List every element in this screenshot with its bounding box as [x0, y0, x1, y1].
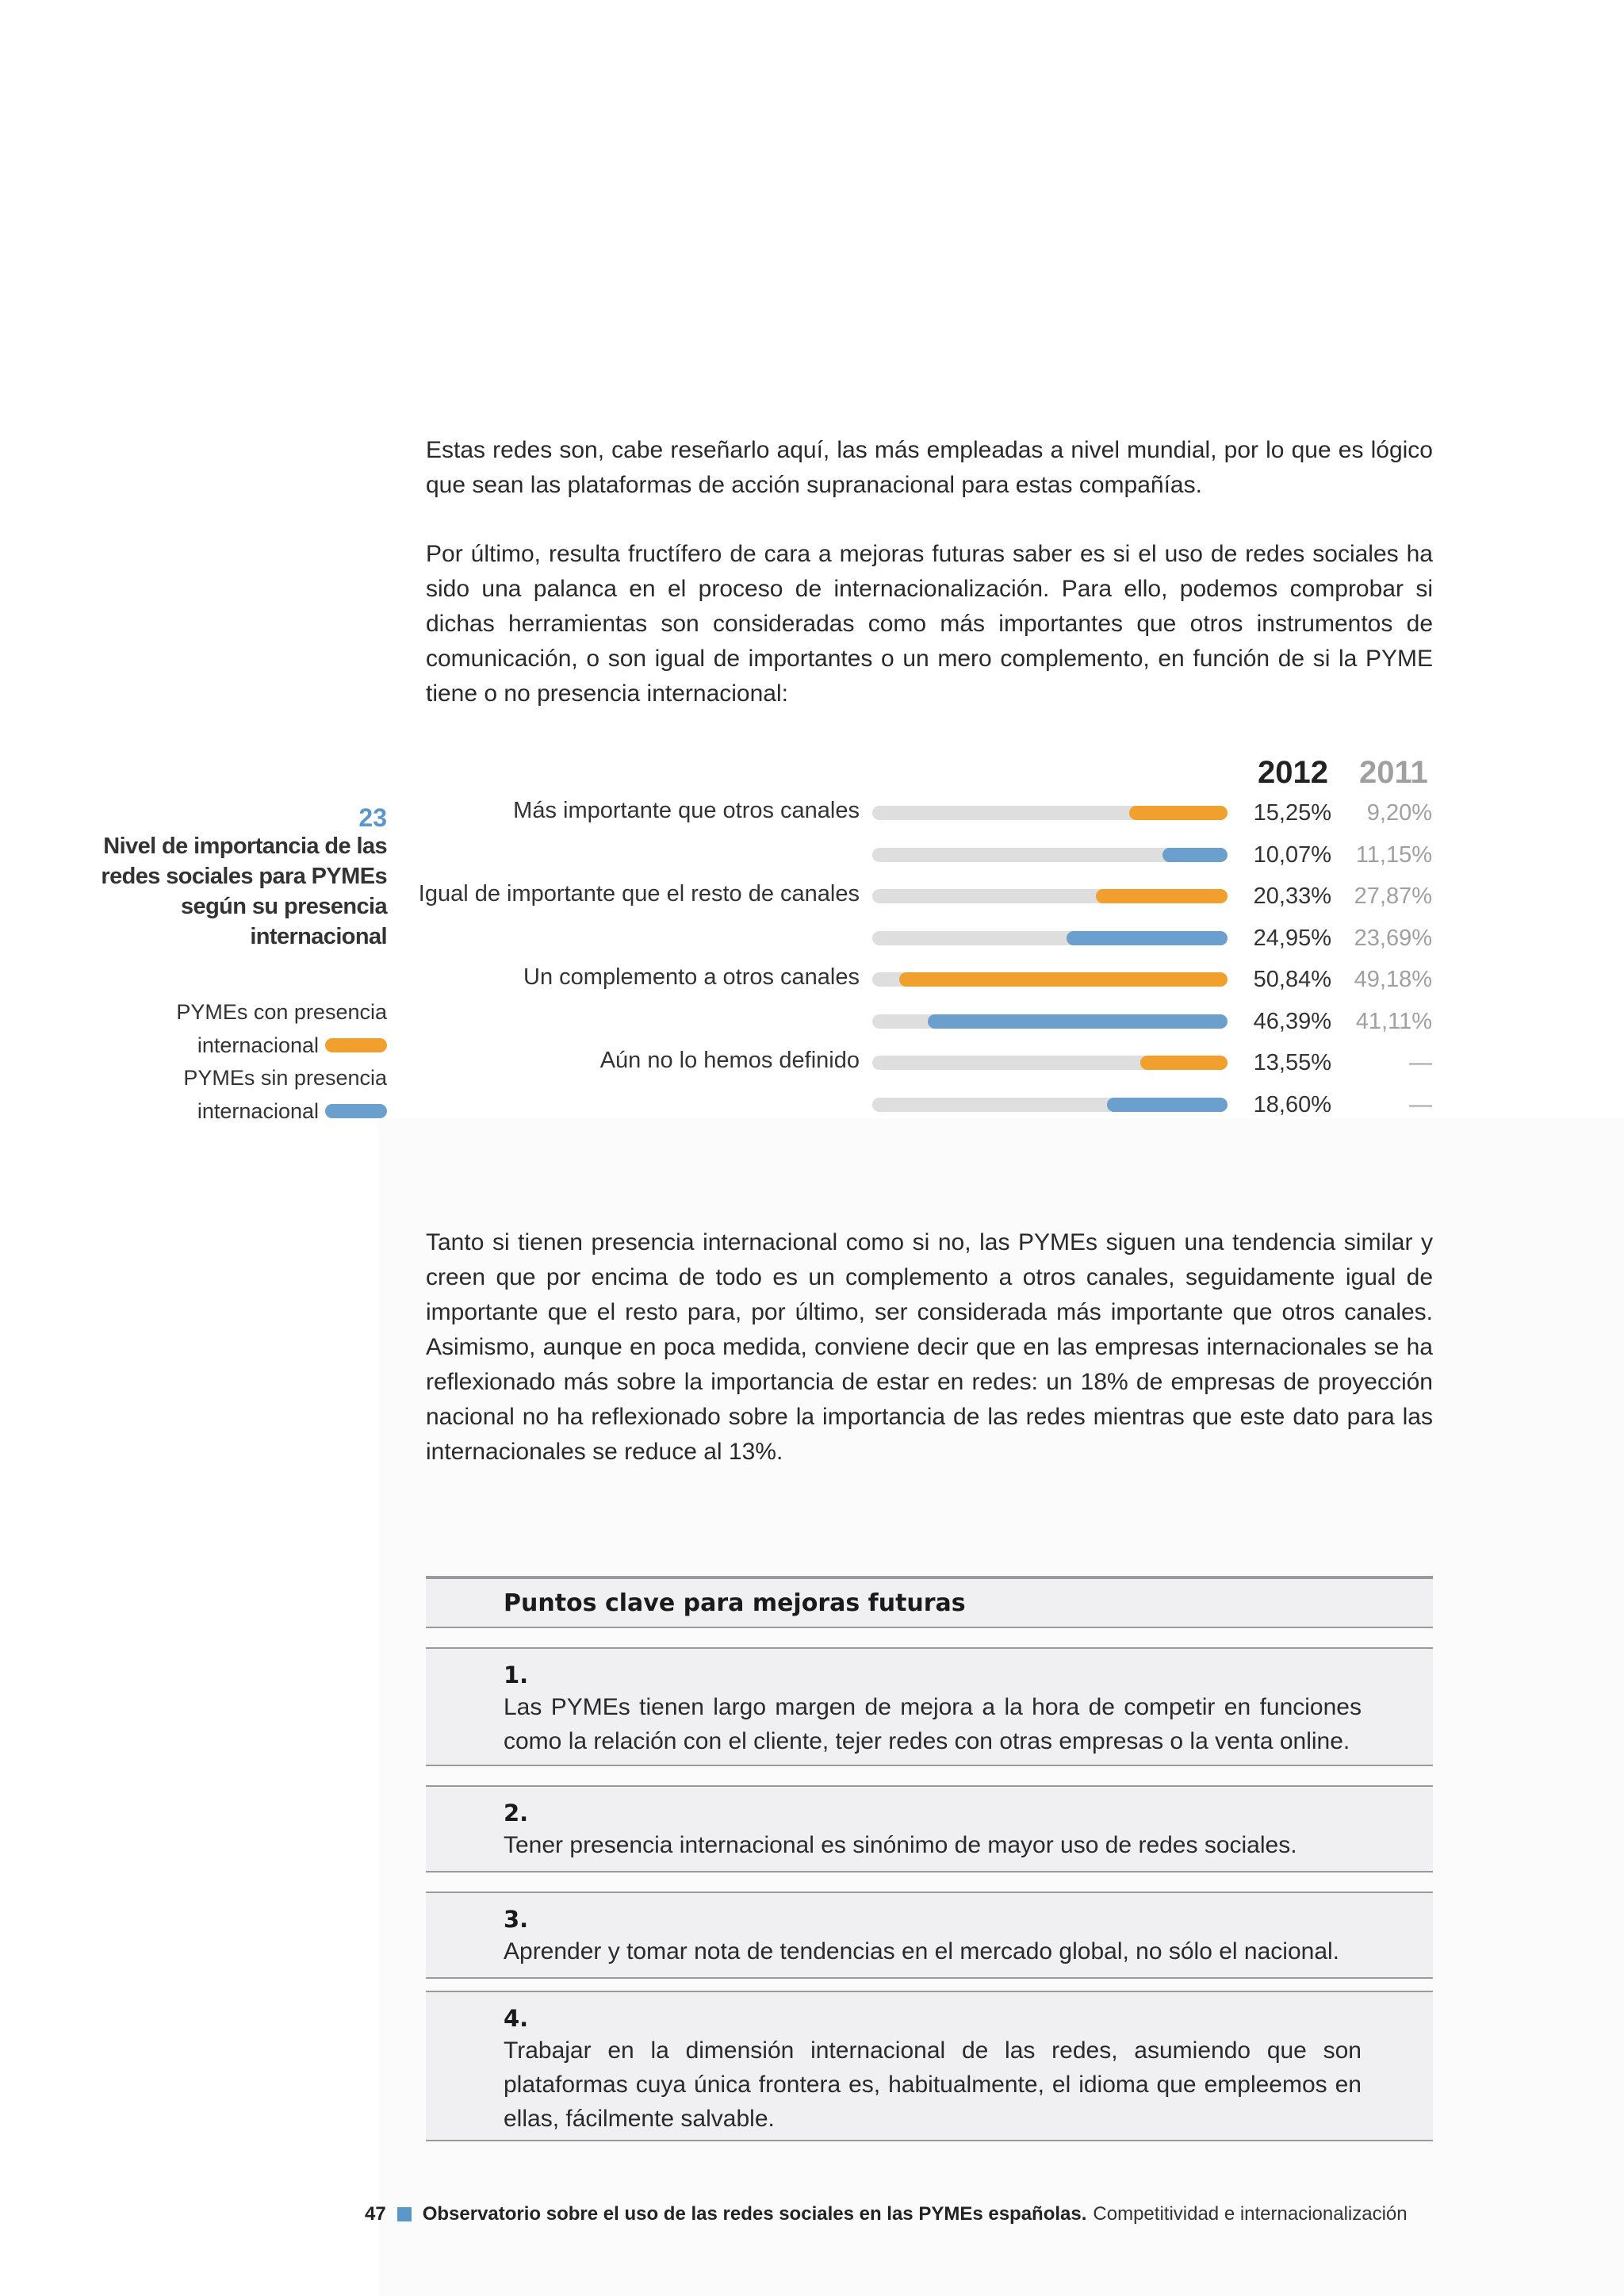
bar-track: [872, 1056, 1228, 1070]
category-label: Un complemento a otros canales: [523, 964, 860, 990]
bar: [928, 1014, 1228, 1029]
key-point-text: Las PYMEs tienen largo margen de mejora a la hora de competir en funciones como la relación con el cliente, tejer redes con otras empresas o la venta online.: [504, 1694, 1362, 1754]
key-point-text: Tener presencia internacional es sinónimo de mayor uso de redes sociales.: [504, 1832, 1297, 1858]
legend-label: PYMEs sin presencia: [183, 1066, 387, 1090]
value-label-2012: 13,55%: [1253, 1050, 1331, 1075]
value-label-2012: 24,95%: [1253, 925, 1331, 951]
legend-item-sin-presencia: [102, 1061, 387, 1128]
value-label-2012: 50,84%: [1253, 967, 1331, 992]
value-label-2011: 23,69%: [1354, 925, 1432, 951]
value-label-2012: 18,60%: [1253, 1091, 1331, 1117]
bar: [1129, 806, 1228, 820]
footer-square-icon: [397, 2207, 412, 2221]
key-point-number: 2.: [504, 1800, 529, 1826]
key-point-item: [426, 1892, 1433, 1979]
value-label-2011: 49,18%: [1354, 967, 1432, 992]
value-label-2012: 15,25%: [1253, 800, 1331, 826]
figure-title: Nivel de importancia de las redes sociales para PYMEs según su presencia internacional: [101, 834, 387, 949]
key-point-text: Trabajar en la dimensión internacional de las redes, asumiendo que son plataformas cuya única frontera es, habitualmente, el idioma que empleemos en ellas, fácilmente salvable.: [504, 2037, 1362, 2132]
bar-track: [872, 806, 1228, 820]
bar-track: [872, 848, 1228, 862]
value-label-2012: 10,07%: [1253, 841, 1331, 868]
legend-item-con-presencia: [102, 995, 387, 1062]
legend-label: PYMEs con presencia: [176, 1000, 387, 1024]
category-label: Igual de importante que el resto de canales: [418, 881, 860, 907]
key-points-box: [426, 1576, 1433, 2132]
key-point-item: [426, 1647, 1433, 1766]
category-label: Más importante que otros canales: [513, 798, 860, 823]
bar-track: [872, 889, 1228, 903]
key-point-number: 3.: [504, 1906, 529, 1933]
body-paragraph: Tanto si tienen presencia internacional como si no, las PYMEs siguen una tendencia similar y creen que por encima de todo es un complemento a otros canales, seguidamente igual de importante que el resto para, por último, ser considerada más importante que otros canales. Asimismo, aunque en poca medida, conviene decir que en las empresas internacionales se ha reflexionado más sobre la importancia de estar en redes: un 18% de empresas de proyección nacional no ha reflexionado sobre la importancia de las redes mientras que este dato para las internacionales se reduce al 13%.: [426, 1229, 1433, 1465]
key-point-text: Aprender y tomar nota de tendencias en el mercado global, no sólo el nacional.: [504, 1938, 1339, 1964]
key-point-item: [426, 1785, 1433, 1872]
key-point-number: 1.: [504, 1662, 529, 1688]
key-points-title: Puntos clave para mejoras futuras: [426, 1576, 1433, 1628]
value-label-2012: 46,39%: [1253, 1008, 1331, 1034]
year-header-2012: 2012: [1258, 755, 1328, 790]
legend-label-continuation: internacional: [197, 1099, 319, 1123]
figure-number: 23: [358, 803, 387, 832]
category-label: Aún no lo hemos definido: [599, 1048, 860, 1073]
bar: [1162, 848, 1228, 862]
bar-track: [872, 931, 1228, 945]
key-point-number: 4.: [504, 2005, 529, 2032]
value-label-2011: —: [1409, 1091, 1432, 1117]
value-label-2011: 27,87%: [1354, 884, 1432, 909]
value-label-2011: 41,11%: [1355, 1008, 1432, 1034]
bar: [1067, 931, 1228, 945]
bar: [1140, 1056, 1228, 1070]
legend-swatch: [325, 1038, 387, 1052]
bar-track: [872, 972, 1228, 987]
page-number: 47: [365, 2203, 386, 2225]
year-header-2011: 2011: [1359, 755, 1428, 790]
legend-swatch: [325, 1104, 387, 1118]
value-label-2012: 20,33%: [1253, 884, 1331, 909]
bar-track: [872, 1014, 1228, 1029]
bar: [1096, 889, 1228, 903]
bar-track: [872, 1098, 1228, 1112]
value-label-2011: 11,15%: [1355, 841, 1432, 868]
body-paragraph: Por último, resulta fructífero de cara a mejoras futuras saber es si el uso de redes sociales ha sido una palanca en el proceso de internacionalización. Para ello, podemos comprobar si dichas herramientas son consideradas como más importantes que otros instrumentos de comunicación, o son igual de importantes o un mero complemento, en función de si la PYME tiene o no presencia internacional:: [426, 541, 1433, 707]
value-label-2011: 9,20%: [1366, 800, 1432, 826]
key-point-item: [426, 1991, 1433, 2141]
footer-title: Observatorio sobre el uso de las redes sociales en las PYMEs españolas.: [422, 2203, 1087, 2225]
body-paragraph: Estas redes son, cabe reseñarlo aquí, las más empleadas a nivel mundial, por lo que es lógico que sean las plataformas de acción supranacional para estas compañías.: [426, 437, 1433, 498]
legend-label-continuation: internacional: [197, 1033, 319, 1057]
footer-subtitle: Competitividad e internacionalización: [1093, 2203, 1408, 2225]
bar: [899, 972, 1228, 987]
page-footer: [365, 2202, 1408, 2227]
value-label-2011: —: [1409, 1050, 1432, 1075]
bar: [1107, 1098, 1228, 1112]
